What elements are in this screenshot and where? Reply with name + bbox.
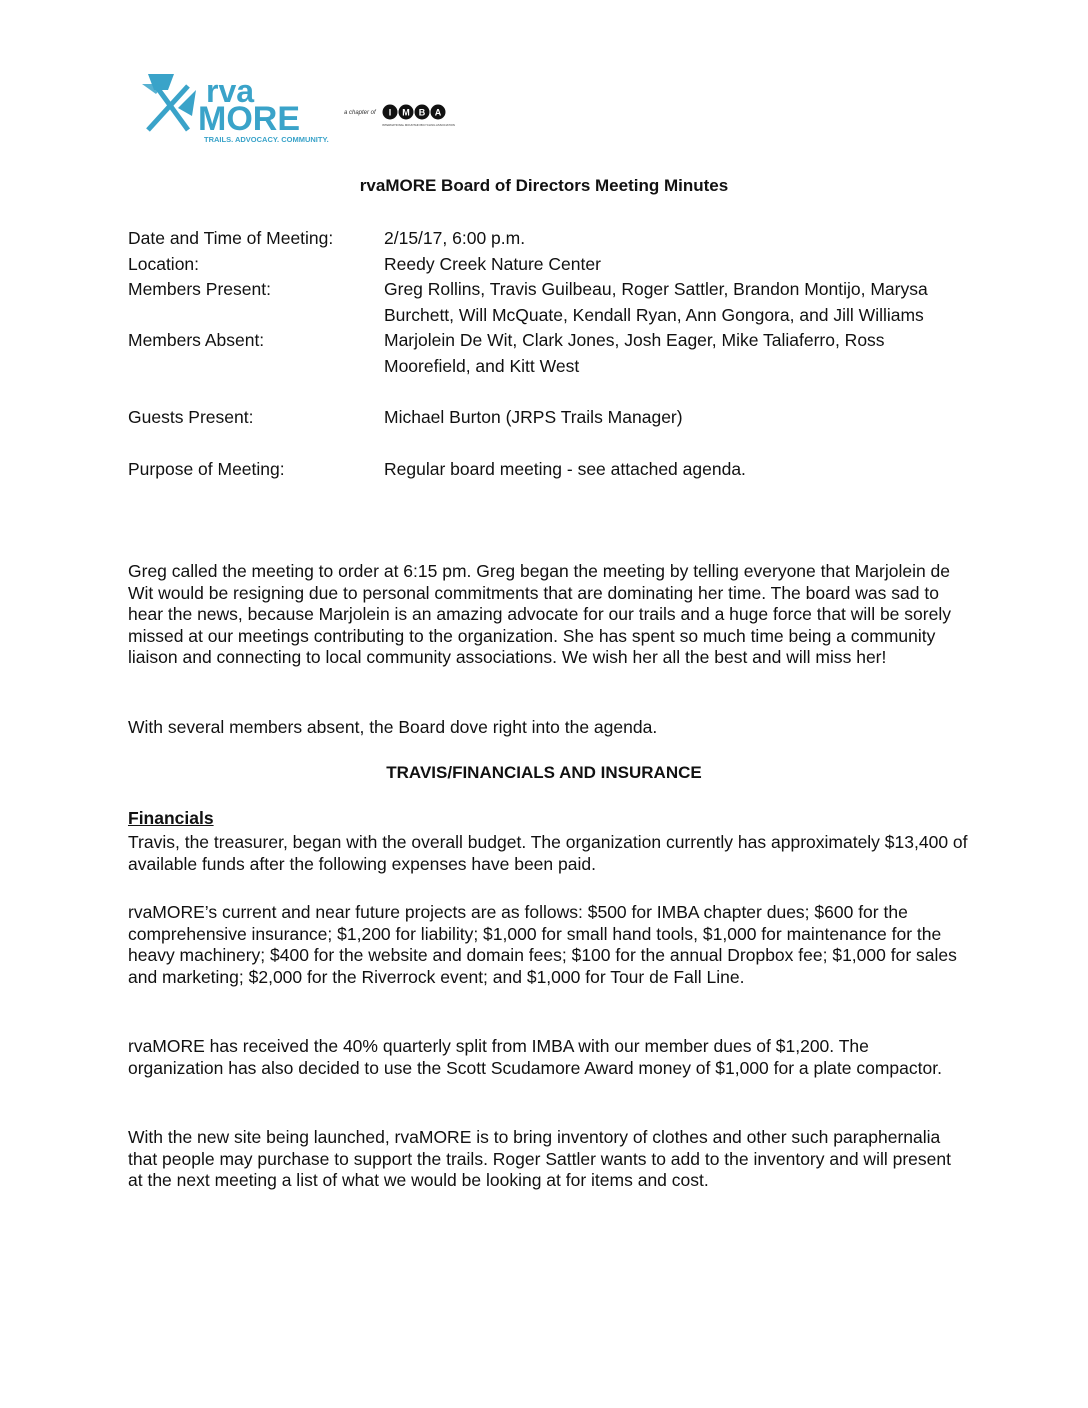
location-label: Location: — [128, 253, 200, 274]
imba-letter: M — [402, 107, 410, 118]
present-value: Greg Rollins, Travis Guilbeau, Roger Sattler, Brandon Montijo, Marysa Burchett, Will McQuate, Kendall Ryan, Ann Gongora, and Jill Williams — [384, 279, 928, 325]
imba-letter: B — [418, 107, 426, 118]
split-paragraph: rvaMORE has received the 40% quarterly split from IMBA with our member dues of $1,200. The organization has also decided to use the Scott Scudamore Award money of $1,000 for a plate compactor. — [128, 1036, 942, 1078]
location-value: Reedy Creek Nature Center — [384, 253, 601, 274]
agenda-paragraph: With several members absent, the Board dove right into the agenda. — [128, 717, 658, 737]
purpose-label: Purpose of Meeting: — [128, 458, 285, 479]
location-row — [128, 252, 968, 278]
imba-letter: A — [434, 107, 442, 118]
guests-label: Guests Present: — [128, 407, 254, 427]
document-title: rvaMORE Board of Directors Meeting Minutes — [359, 176, 729, 195]
imba-letter: I — [388, 107, 392, 118]
date-value: 2/15/17, 6:00 p.m. — [384, 228, 526, 248]
absent-value: Marjolein De Wit, Clark Jones, Josh Eager, Mike Taliaferro, Ross Moorefield, and Kitt West — [384, 330, 885, 376]
present-row — [128, 277, 968, 328]
meeting-details — [128, 226, 968, 482]
date-label: Date and Time of Meeting: — [128, 228, 334, 248]
inventory-paragraph: With the new site being launched, rvaMORE is to bring inventory of clothes and other such paraphernalia that people may purchase to support the trails. Roger Sattler wants to add to the inventory and will present at the next meeting a list of what we would be looking at for items and cost. — [128, 1127, 951, 1190]
guests-value: Michael Burton (JRPS Trails Manager) — [384, 407, 683, 427]
absent-label: Members Absent: — [128, 330, 265, 350]
projects-paragraph: rvaMORE’s current and near future projects are as follows: $500 for IMBA chapter dues; $600 for the comprehensive insurance; $1,200 for liability; $1,000 for small hand tools, $1,000 for maintenance for the heavy machinery; $400 for the website and domain fees; $100 for the annual Dropbox fee; $1,000 for sales and marketing; $2,000 for the Riverrock event; and $1,000 for Tour de Fall Line. — [128, 902, 957, 987]
intro-paragraph: Greg called the meeting to order at 6:15 pm. Greg began the meeting by telling everyone that Marjolein de Wit would be resigning due to personal commitments that are dominating her time. The board was sad to hear the news, because Marjolein is an amazing advocate for our trails and a huge force that will be sorely missed at our meetings contributing to the organization. She has spent so much time being a community liaison and connecting to local community associations. We wish her all the best and will miss her! — [128, 561, 951, 667]
rvamore-logo-icon — [134, 68, 474, 146]
purpose-value: Regular board meeting - see attached agenda. — [384, 458, 746, 479]
imba-logo — [383, 105, 446, 120]
logo-tagline: TRAILS. ADVOCACY. COMMUNITY. — [204, 135, 329, 144]
section-heading: TRAVIS/FINANCIALS AND INSURANCE — [386, 763, 702, 782]
rvamore-logo — [134, 68, 474, 146]
guests-row — [128, 405, 968, 431]
present-label: Members Present: — [128, 279, 271, 299]
trail-tools-icon — [142, 74, 196, 130]
spacer — [128, 431, 968, 457]
spacer — [128, 379, 968, 405]
chapter-of-label: a chapter of — [344, 110, 376, 116]
imba-caption: INTERNATIONAL MOUNTAIN BICYCLING ASSOCIATION — [382, 123, 455, 127]
date-row — [128, 226, 968, 252]
budget-paragraph: Travis, the treasurer, began with the overall budget. The organization currently has approximately $13,400 of available funds after the following expenses have been paid. — [128, 832, 968, 874]
financials-heading: Financials — [128, 808, 214, 828]
absent-row — [128, 328, 968, 379]
logo-brand-bottom: MORE — [198, 100, 300, 138]
purpose-row — [128, 457, 968, 483]
logo-brand-top: rva — [206, 73, 255, 109]
